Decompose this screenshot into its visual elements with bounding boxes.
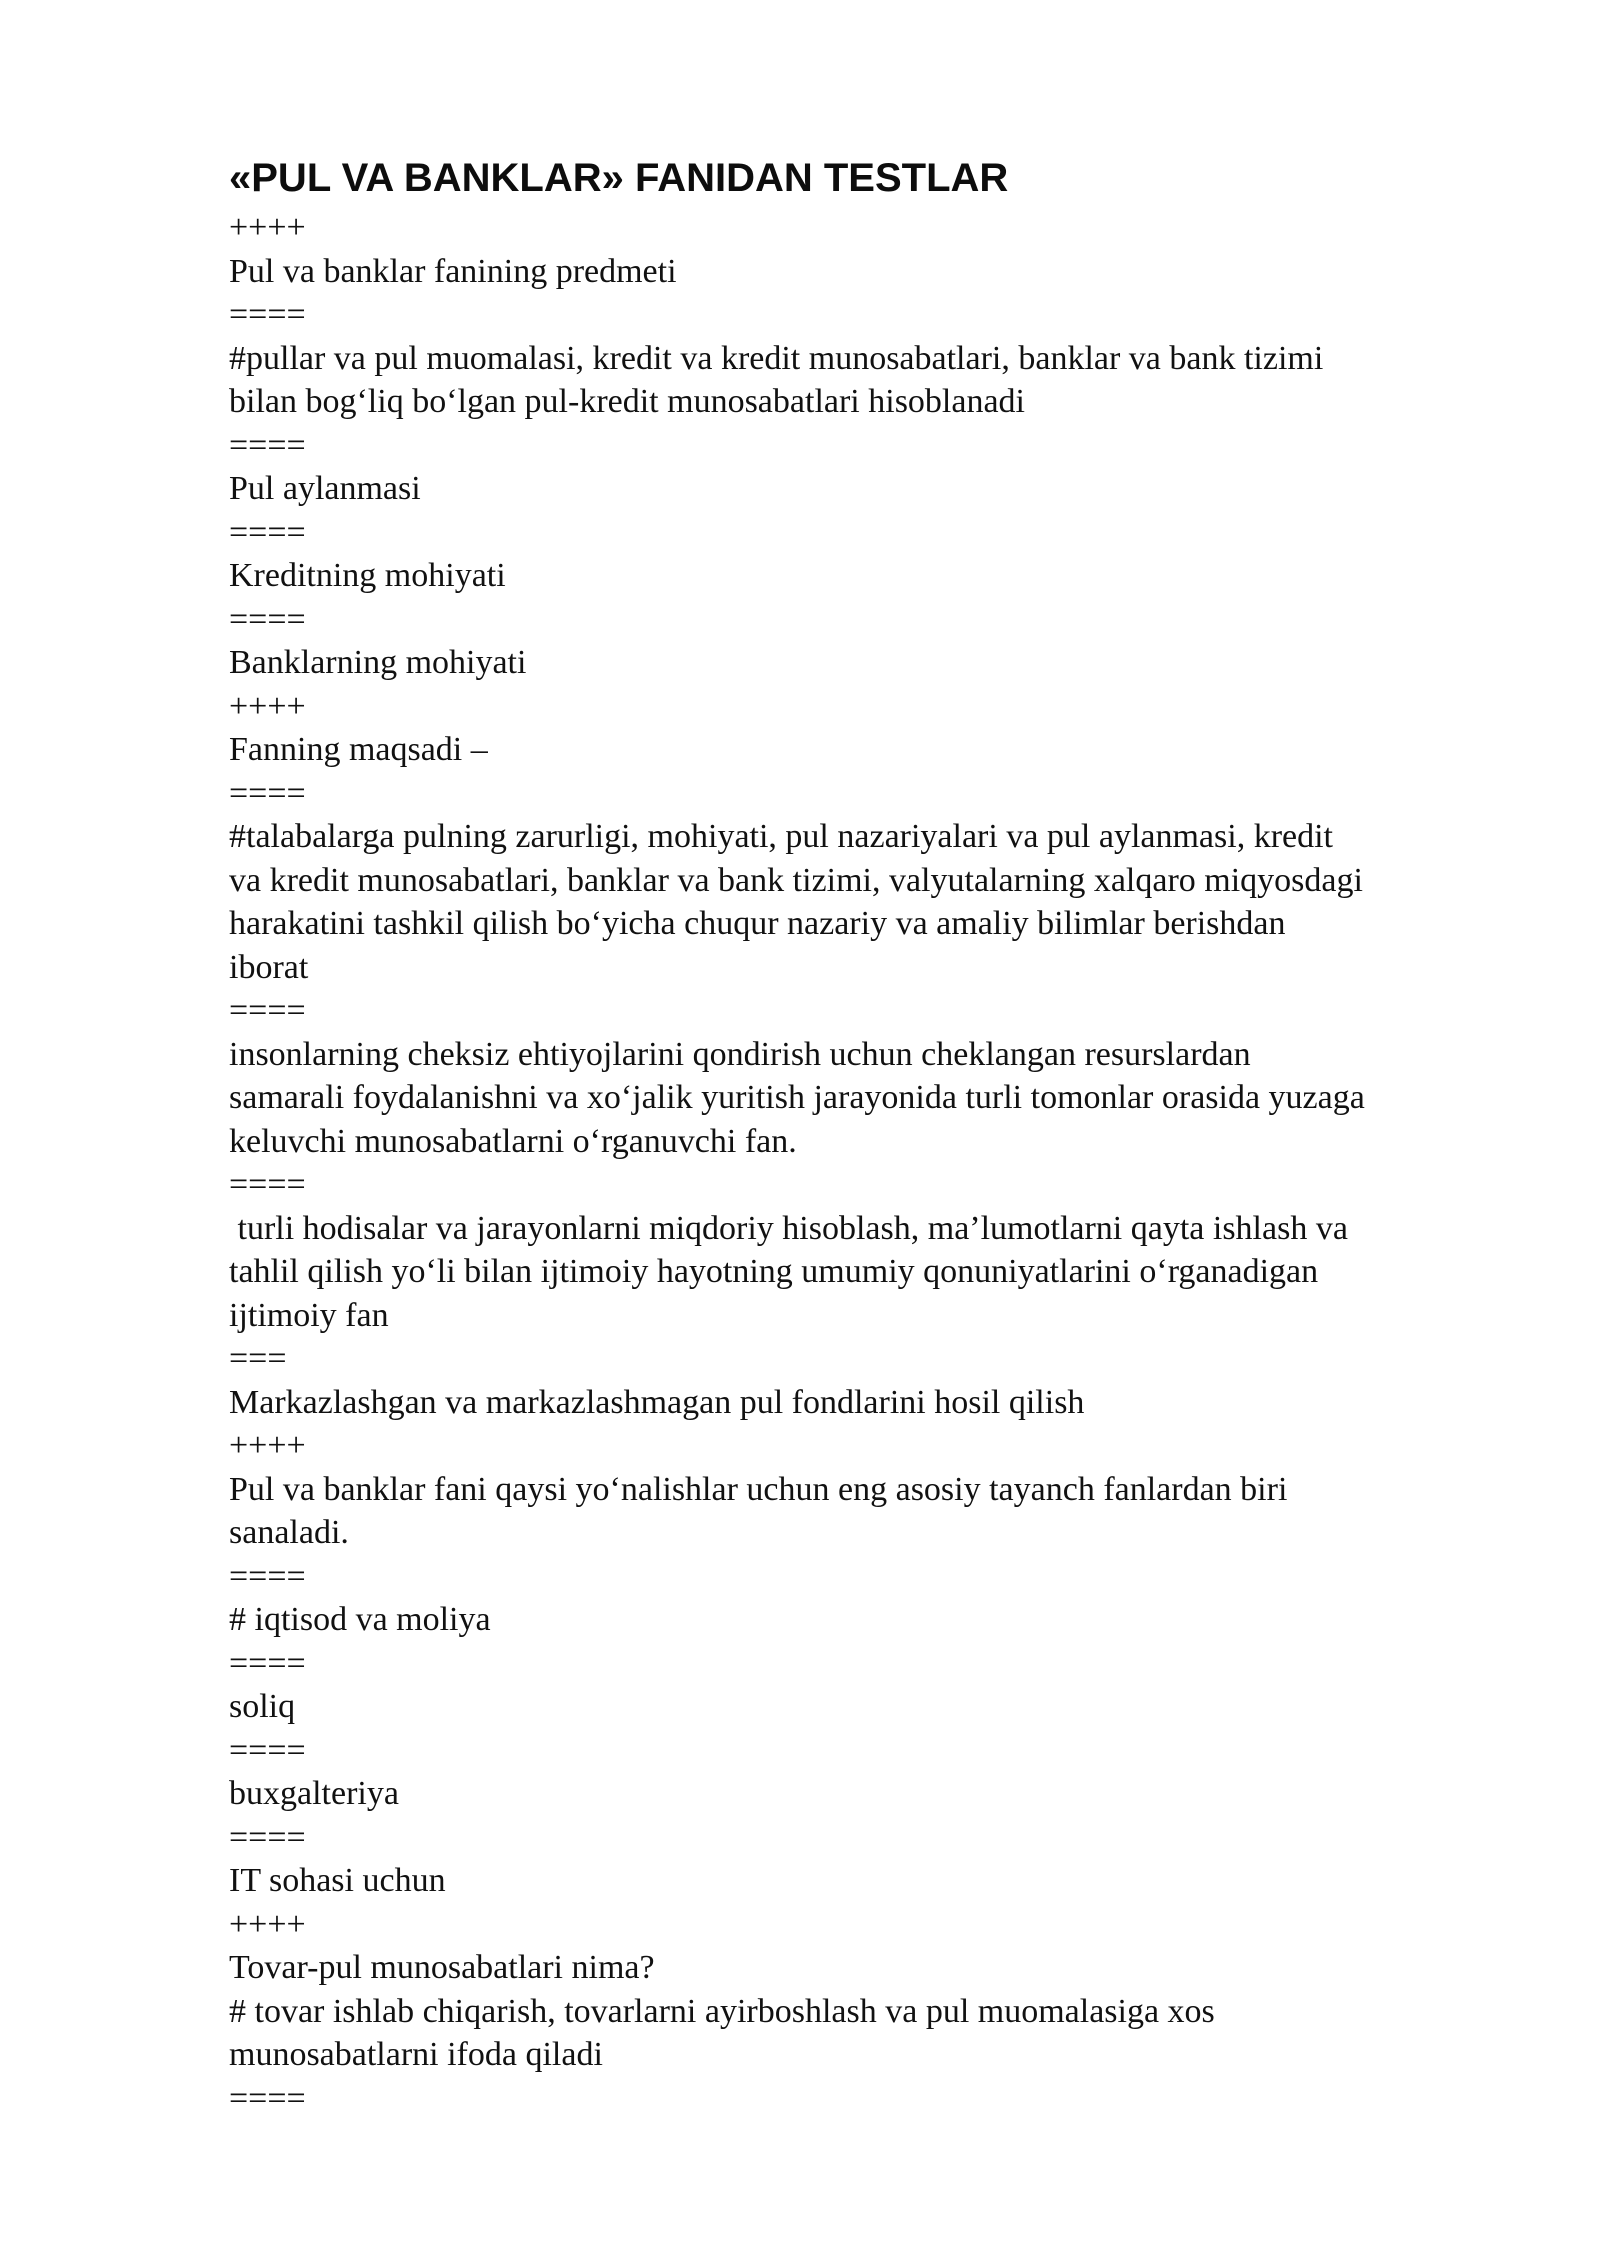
answer-separator: ==== <box>229 296 306 333</box>
question-separator: ++++ <box>229 1905 306 1943</box>
text-line: samarali foydalanishni va xo‘jalik yuritish jarayonida turli tomonlar orasida yuzaga <box>229 1079 1365 1116</box>
text-line: harakatini tashkil qilish bo‘yicha chuqur nazariy va amaliy bilimlar berishdan <box>229 905 1286 942</box>
text-line: va kredit munosabatlari, banklar va bank tizimi, valyutalarning xalqaro miqyosdagi <box>229 861 1363 899</box>
answer-separator: ==== <box>229 774 306 812</box>
text-line: Kreditning mohiyati <box>229 557 506 594</box>
answer-separator: ==== <box>229 1731 306 1769</box>
text-line: Pul va banklar fani qaysi yo‘nalishlar uchun eng asosiy tayanch fanlardan biri <box>229 1470 1288 1508</box>
answer-separator: ==== <box>229 1818 306 1856</box>
answer-separator: ==== <box>229 513 306 551</box>
question-separator: ++++ <box>229 1427 306 1464</box>
text-line: soliq <box>229 1688 296 1725</box>
answer-separator: === <box>229 1340 287 1377</box>
text-line: buxgalteriya <box>229 1775 399 1812</box>
document-page <box>229 150 1529 2120</box>
answer-separator: ==== <box>229 600 306 638</box>
text-line: IT sohasi uchun <box>229 1862 446 1899</box>
text-line: Tovar-pul munosabatlari nima? <box>229 1949 655 1986</box>
answer-separator: ==== <box>229 992 306 1029</box>
text-line: # iqtisod va moliya <box>229 1601 491 1638</box>
text-line: bilan bog‘liq bo‘lgan pul-kredit munosabatlari hisoblanadi <box>229 383 1025 420</box>
answer-separator: ==== <box>229 1644 306 1682</box>
text-line: turli hodisalar va jarayonlarni miqdoriy hisoblash, ma’lumotlarni qayta ishlash va <box>229 1209 1348 1247</box>
text-line: Banklarning mohiyati <box>229 644 527 681</box>
document-title: «PUL VA BANKLAR» FANIDAN TESTLAR <box>229 156 1009 200</box>
answer-separator: ==== <box>229 426 306 464</box>
text-line: #talabalarga pulning zarurligi, mohiyati, pul nazariyalari va pul aylanmasi, kredit <box>229 818 1334 855</box>
answer-separator: ==== <box>229 1166 306 1203</box>
text-line: # tovar ishlab chiqarish, tovarlarni ayirboshlash va pul muomalasiga xos <box>229 1992 1215 2030</box>
text-line: Fanning maqsadi – <box>229 731 488 768</box>
text-line: insonlarning cheksiz ehtiyojlarini qondirish uchun cheklangan resurslardan <box>229 1035 1251 1073</box>
question-separator: ++++ <box>229 209 306 246</box>
text-line: Pul aylanmasi <box>229 470 421 507</box>
text-line: tahlil qilish yo‘li bilan ijtimoiy hayotning umumiy qonuniyatlarini o‘rganadigan <box>229 1253 1319 1290</box>
text-line: Markazlashgan va markazlashmagan pul fondlarini hosil qilish <box>229 1383 1085 1421</box>
text-line: sanaladi. <box>229 1514 349 1551</box>
text-line: ijtimoiy fan <box>229 1296 389 1334</box>
text-line: #pullar va pul muomalasi, kredit va kredit munosabatlari, banklar va bank tizimi <box>229 339 1324 377</box>
question-separator: ++++ <box>229 687 306 725</box>
answer-separator: ==== <box>229 2079 306 2117</box>
document-body <box>229 206 1529 2120</box>
text-line: munosabatlarni ifoda qiladi <box>229 2036 603 2073</box>
text-line: Pul va banklar fanining predmeti <box>229 252 677 290</box>
answer-separator: ==== <box>229 1557 306 1595</box>
text-line: keluvchi munosabatlarni o‘rganuvchi fan. <box>229 1122 797 1160</box>
text-line: iborat <box>229 948 309 986</box>
